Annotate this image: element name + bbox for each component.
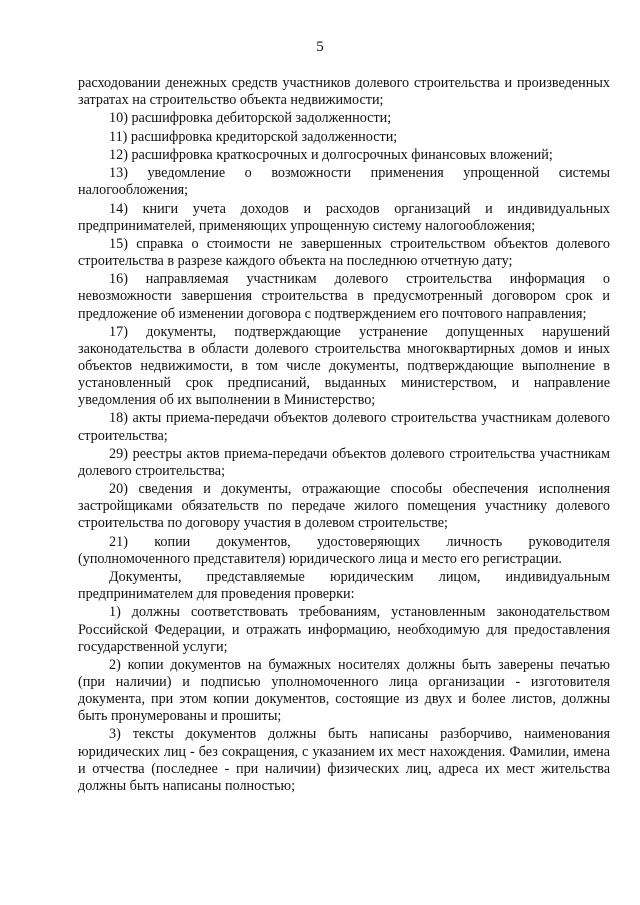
list-item-11: 11) расшифровка кредиторской задолженности; (109, 128, 398, 145)
list-item-20: 20) сведения и документы, отражающие способы обеспечения исполнения застройщиками обязательств по передаче жилого помещения участнику долевого строительства по договору участия в долевом строительстве; (78, 481, 610, 532)
page-number: 5 (316, 39, 324, 55)
documents-requirements-intro: Документы, представляемые юридическим лицом, индивидуальным предпринимателем для проведения проверки: (78, 569, 610, 603)
list-item-14: 14) книги учета доходов и расходов организаций и индивидуальных предпринимателей, применяющих упрощенную систему налогообложения; (78, 200, 610, 234)
document-body (78, 75, 610, 796)
list-item-29: 29) реестры актов приема-передачи объектов долевого строительства участникам долевого строительства; (78, 445, 610, 479)
paragraph-continuation: расходовании денежных средств участников долевого строительства и произведенных затратах на строительство объекта недвижимости; (78, 75, 610, 109)
requirement-item-1: 1) должны соответствовать требованиям, установленным законодательством Российской Федерации, и отражать информацию, необходимую для предоставления государственной услуги; (78, 604, 610, 655)
list-item-18: 18) акты приема-передачи объектов долевого строительства участникам долевого строительства; (78, 410, 610, 444)
list-item-21: 21) копии документов, удостоверяющих личность руководителя (уполномоченного представителя) юридического лица и место его регистрации. (78, 533, 610, 567)
requirement-item-2: 2) копии документов на бумажных носителях должны быть заверены печатью (при наличии) и подписью уполномоченного лица организации - изготовителя документа, при этом копии документов, состоящие из двух и более листов, должны быть пронумерованы и прошиты; (78, 656, 610, 725)
list-item-12: 12) расшифровка краткосрочных и долгосрочных финансовых вложений; (109, 146, 553, 163)
list-item-17: 17) документы, подтверждающие устранение допущенных нарушений законодательства в области долевого строительства многоквартирных домов и иных объектов недвижимости, в том числе документы, подтверждающие выполнение в установленный срок предписаний, выданных министерством, и направление уведомления об их выполнении в Министерство; (78, 323, 610, 409)
list-item-15: 15) справка о стоимости не завершенных строительством объектов долевого строительства в разрезе каждого объекта на последнюю отчетную дату; (78, 235, 610, 270)
list-item-10: 10) расшифровка дебиторской задолженности; (109, 110, 392, 127)
list-item-16: 16) направляемая участникам долевого строительства информация о невозможности завершения строительства в предусмотренный договором срок и предложение об изменении договора с подтверждением его почтового направления; (78, 271, 610, 322)
requirement-item-3: 3) тексты документов должны быть написаны разборчиво, наименования юридических лиц - без сокращения, с указанием их мест нахождения. Фамилии, имена и отчества (последнее - при наличии) физических лиц, адреса их мест жительства должны быть написаны полностью; (78, 726, 610, 794)
list-item-13: 13) уведомление о возможности применения упрощенной системы налогообложения; (78, 165, 610, 199)
